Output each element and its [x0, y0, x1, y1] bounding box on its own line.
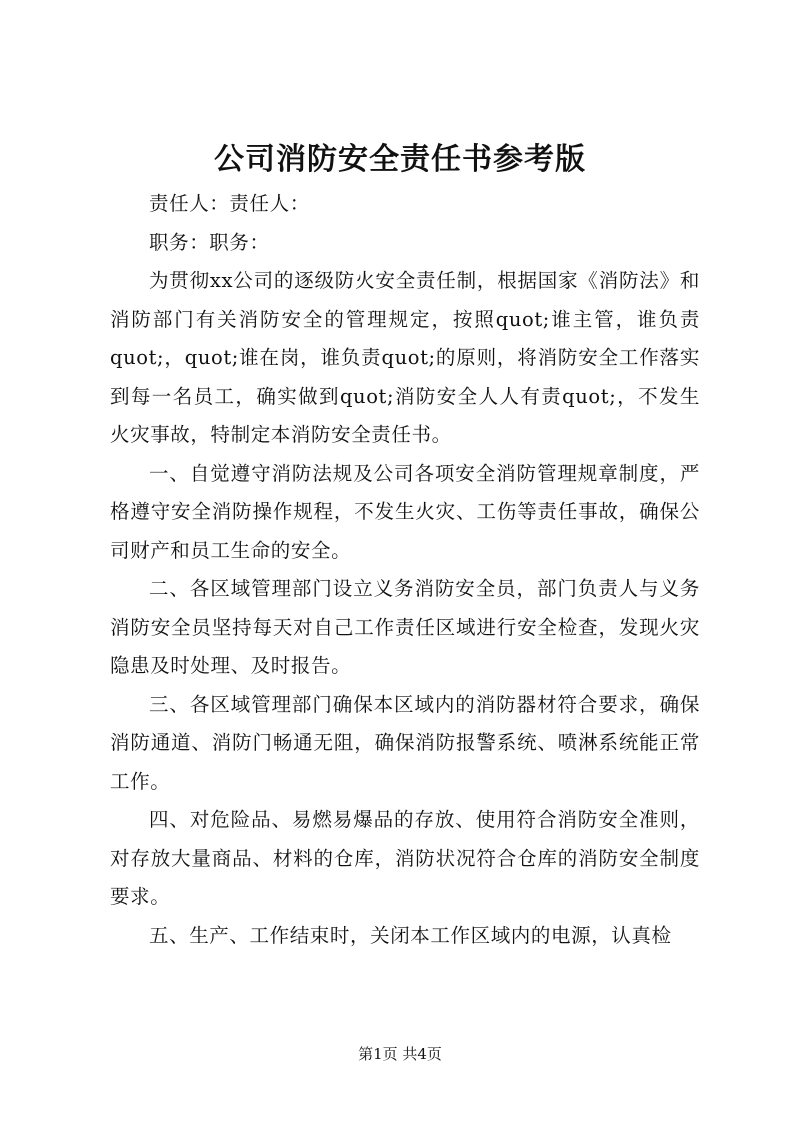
- paragraph-item-1: 一、自觉遵守消防法规及公司各项安全消防管理规章制度，严格遵守安全消防操作规程，不发生火灾、工伤等责任事故，确保公司财产和员工生命的安全。: [110, 461, 700, 562]
- document-title: 公司消防安全责任书参考版: [214, 142, 586, 177]
- paragraph-item-4: 四、对危险品、易燃易爆品的存放、使用符合消防安全准则，对存放大量商品、材料的仓库，消防状况符合仓库的消防安全制度要求。: [110, 808, 700, 908]
- paragraph-position: 职务：职务：: [149, 230, 270, 254]
- paragraph-responsible-person: 责任人：责任人：: [149, 192, 310, 215]
- page-number-footer: 第1页 共4页: [358, 1045, 442, 1063]
- paragraph-item-2: 二、各区域管理部门设立义务消防安全员，部门负责人与义务消防安全员坚持每天对自己工作责任区域进行安全检查，发现火灾隐患及时处理、及时报告。: [110, 577, 700, 677]
- paragraph-item-5: 五、生产、工作结束时，关闭本工作区域内的电源，认真检: [149, 923, 672, 947]
- document-body: [110, 185, 700, 955]
- paragraph-item-3: 三、各区域管理部门确保本区域内的消防器材符合要求，确保消防通道、消防门畅通无阻，确保消防报警系统、喷淋系统能正常工作。: [110, 692, 700, 793]
- paragraph-intro: 为贯彻xx公司的逐级防火安全责任制，根据国家《消防法》和消防部门有关消防安全的管理规定，按照quot;谁主管，谁负责quot;，quot;谁在岗，谁负责quot;的原则，将消防安全工作落实到每一名员工，确实做到quot;消防安全人人有责quot;，不发生火灾事故，特制定本消防安全责任书。: [110, 269, 700, 446]
